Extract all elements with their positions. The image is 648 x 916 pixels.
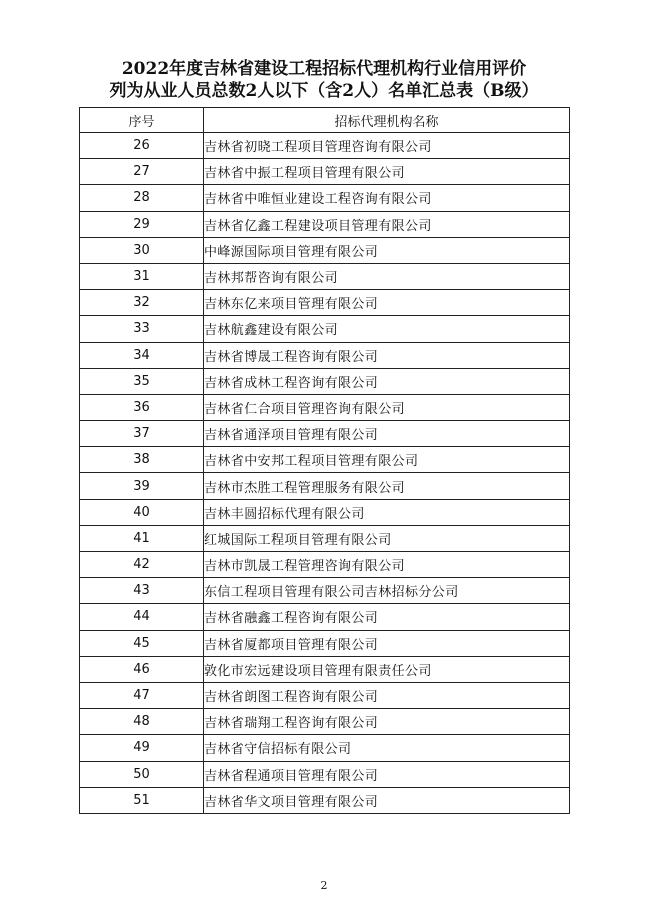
row-agency-name: 吉林邦帮咨询有限公司	[204, 263, 570, 289]
row-agency-name: 吉林省程通项目管理有限公司	[204, 761, 570, 787]
row-agency-name: 吉林省成林工程咨询有限公司	[204, 368, 570, 394]
table-row	[80, 342, 570, 368]
row-serial-number: 36	[80, 394, 204, 420]
row-agency-name: 吉林丰圆招标代理有限公司	[204, 499, 570, 525]
row-agency-name: 吉林省中安邦工程项目管理有限公司	[204, 447, 570, 473]
row-serial-number: 48	[80, 709, 204, 735]
table-row	[80, 368, 570, 394]
row-agency-name: 吉林航鑫建设有限公司	[204, 316, 570, 342]
row-agency-name: 吉林东亿来项目管理有限公司	[204, 290, 570, 316]
row-serial-number: 50	[80, 761, 204, 787]
table-row	[80, 787, 570, 813]
table-row	[80, 473, 570, 499]
row-agency-name: 吉林省初晓工程项目管理咨询有限公司	[204, 133, 570, 159]
table-row	[80, 682, 570, 708]
row-agency-name: 吉林省仁合项目管理咨询有限公司	[204, 394, 570, 420]
table-row	[80, 630, 570, 656]
row-serial-number: 28	[80, 185, 204, 211]
table-row	[80, 552, 570, 578]
agency-list-table	[79, 107, 570, 814]
row-serial-number: 39	[80, 473, 204, 499]
table-row	[80, 709, 570, 735]
row-agency-name: 吉林省华文项目管理有限公司	[204, 787, 570, 813]
row-serial-number: 34	[80, 342, 204, 368]
row-serial-number: 26	[80, 133, 204, 159]
row-serial-number: 29	[80, 211, 204, 237]
header-serial-number: 序号	[80, 108, 204, 133]
table-row	[80, 421, 570, 447]
table-row	[80, 133, 570, 159]
row-serial-number: 42	[80, 552, 204, 578]
row-serial-number: 41	[80, 525, 204, 551]
row-agency-name: 吉林省厦都项目管理有限公司	[204, 630, 570, 656]
table-row	[80, 159, 570, 185]
row-agency-name: 红城国际工程项目管理有限公司	[204, 525, 570, 551]
row-serial-number: 40	[80, 499, 204, 525]
row-agency-name: 吉林市凯晟工程管理咨询有限公司	[204, 552, 570, 578]
row-serial-number: 33	[80, 316, 204, 342]
table-row	[80, 290, 570, 316]
row-serial-number: 31	[80, 263, 204, 289]
row-serial-number: 30	[80, 237, 204, 263]
document-title-line2: 列为从业人员总数2人以下（含2人）名单汇总表（B级）	[109, 81, 539, 101]
table-row	[80, 735, 570, 761]
row-agency-name: 中峰源国际项目管理有限公司	[204, 237, 570, 263]
row-serial-number: 38	[80, 447, 204, 473]
table-row	[80, 578, 570, 604]
table-header-row	[80, 108, 570, 133]
table-row	[80, 211, 570, 237]
page-number: 2	[320, 879, 328, 892]
row-agency-name: 东信工程项目管理有限公司吉林招标分公司	[204, 578, 570, 604]
row-agency-name: 吉林省中振工程项目管理有限公司	[204, 159, 570, 185]
row-serial-number: 27	[80, 159, 204, 185]
row-serial-number: 43	[80, 578, 204, 604]
table-row	[80, 394, 570, 420]
row-agency-name: 吉林省博晟工程咨询有限公司	[204, 342, 570, 368]
table-row	[80, 316, 570, 342]
row-serial-number: 49	[80, 735, 204, 761]
row-agency-name: 吉林省通泽项目管理有限公司	[204, 421, 570, 447]
table-row	[80, 447, 570, 473]
row-agency-name: 吉林省守信招标有限公司	[204, 735, 570, 761]
document-title-line1: 2022年度吉林省建设工程招标代理机构行业信用评价	[121, 59, 527, 79]
row-serial-number: 44	[80, 604, 204, 630]
row-serial-number: 47	[80, 682, 204, 708]
table-row	[80, 263, 570, 289]
table-body	[80, 133, 570, 814]
table-row	[80, 656, 570, 682]
table-row	[80, 761, 570, 787]
row-serial-number: 37	[80, 421, 204, 447]
row-serial-number: 35	[80, 368, 204, 394]
row-agency-name: 吉林省融鑫工程咨询有限公司	[204, 604, 570, 630]
row-agency-name: 吉林省中唯恒业建设工程咨询有限公司	[204, 185, 570, 211]
table-row	[80, 604, 570, 630]
row-serial-number: 45	[80, 630, 204, 656]
row-agency-name: 吉林市杰胜工程管理服务有限公司	[204, 473, 570, 499]
header-agency-name: 招标代理机构名称	[204, 108, 570, 133]
row-serial-number: 51	[80, 787, 204, 813]
row-agency-name: 敦化市宏远建设项目管理有限责任公司	[204, 656, 570, 682]
row-agency-name: 吉林省亿鑫工程建设项目管理有限公司	[204, 211, 570, 237]
row-serial-number: 46	[80, 656, 204, 682]
table-row	[80, 525, 570, 551]
row-agency-name: 吉林省朗图工程咨询有限公司	[204, 682, 570, 708]
row-serial-number: 32	[80, 290, 204, 316]
table-row	[80, 237, 570, 263]
table-row	[80, 499, 570, 525]
row-agency-name: 吉林省瑞翔工程咨询有限公司	[204, 709, 570, 735]
table-row	[80, 185, 570, 211]
